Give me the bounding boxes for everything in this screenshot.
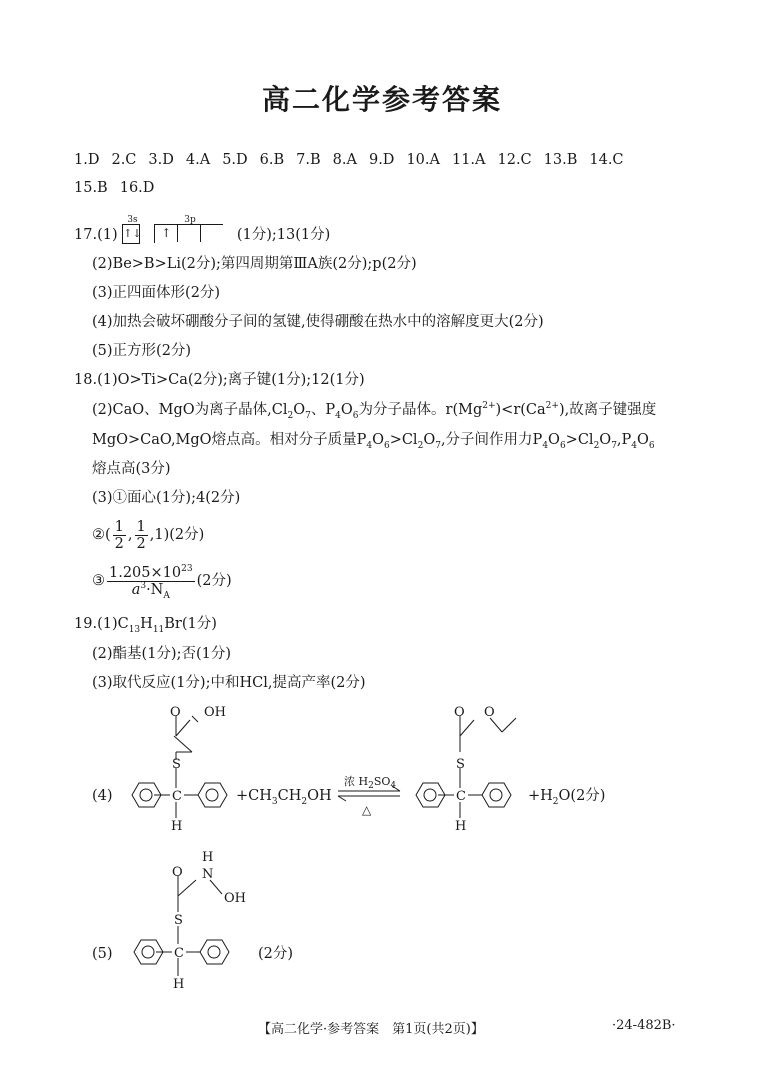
- ethanol-sub-2: 2: [301, 796, 308, 807]
- q19-p1-e: Br(1分): [164, 616, 217, 632]
- q18-sub: 2: [287, 410, 294, 421]
- q19-p1-b: 13: [128, 624, 141, 635]
- q18-p2-b: O: [293, 402, 306, 418]
- atom-label: C: [172, 789, 182, 804]
- atom-label: O: [172, 865, 183, 880]
- q18-c2-suffix: ,1)(2分): [149, 527, 205, 543]
- reaction-arrow: [338, 786, 400, 801]
- q19-part-3: (3)取代反应(1分);中和HCl,提高产率(2分): [92, 675, 366, 691]
- atom-label: S: [456, 757, 465, 772]
- q18-number: 18.: [74, 372, 98, 388]
- mc-answer: 11.A: [451, 152, 486, 168]
- ethanol-c: OH: [307, 788, 332, 804]
- q18-p2-l2-g: >Cl: [565, 432, 594, 448]
- q19-p1-c: H: [140, 616, 153, 632]
- q18-sub: 7: [305, 410, 311, 421]
- q17-part-2: (2)Be>B>Li(2分);第四周期第ⅢA族(2分);p(2分): [92, 256, 417, 272]
- q18-sub: 4: [631, 440, 638, 451]
- fraction-denominator: 2: [114, 535, 124, 552]
- q18-sup: 2+: [545, 401, 559, 412]
- q18-part-3: (3)①面心(1分);4(2分): [92, 490, 241, 506]
- density-den-sub: A: [163, 590, 170, 601]
- ethanol-a: +CH: [236, 788, 272, 804]
- q18-sub: 6: [559, 440, 566, 451]
- q18-c2-sep: ,: [127, 527, 133, 543]
- q19-p4-label: (4): [92, 788, 113, 804]
- atom-label: O: [170, 705, 181, 720]
- q18-p2-g: ),故离子键强度: [558, 402, 657, 418]
- condition-a: 浓 H: [344, 775, 369, 788]
- q19-p1-a: (1)C: [97, 616, 129, 632]
- mc-answer: 16.D: [119, 180, 155, 196]
- density-den-a: a: [131, 581, 141, 598]
- q17-number: 17.: [74, 227, 98, 243]
- page-title: 高二化学参考答案: [261, 83, 502, 116]
- q18-c3-suffix: (2分): [196, 573, 232, 589]
- water-sub: 2: [552, 796, 559, 807]
- q18-p2-l2-f: O: [548, 432, 560, 448]
- q18-sub: 6: [383, 440, 390, 451]
- atom-label: O: [484, 705, 495, 720]
- atom-label: H: [173, 977, 185, 992]
- q17-p1-rest: (1分);13(1分): [236, 227, 331, 243]
- atom-label: S: [172, 757, 181, 772]
- q19-p1-d: 11: [152, 624, 165, 635]
- q18-p2-c: 、P: [310, 402, 336, 418]
- q18-p2-e: 为分子晶体。r(Mg: [358, 402, 483, 418]
- mc-answer: 5.D: [222, 152, 248, 168]
- q18-p2-l2-c: >Cl: [389, 432, 418, 448]
- condition-b: SO: [373, 775, 391, 788]
- q19-p5-score: (2分): [258, 946, 294, 962]
- atom-label: OH: [204, 705, 226, 720]
- mc-answer: 3.D: [148, 152, 174, 168]
- atom-label: S: [174, 913, 183, 928]
- q18-p1-text: (1)O>Ti>Ca(2分);离子键(1分);12(1分): [97, 372, 365, 388]
- q18-sub: 4: [366, 440, 373, 451]
- footer-code: ·24-482B·: [612, 1018, 676, 1033]
- q18-sub: 2: [593, 440, 600, 451]
- mc-answer: 9.D: [368, 152, 395, 168]
- q18-p2-l2-j: O: [637, 432, 649, 448]
- atom-label: C: [174, 946, 184, 961]
- density-num-exp: 23: [181, 563, 193, 574]
- atom-label: C: [456, 789, 466, 804]
- reaction-heat-symbol: △: [362, 803, 372, 817]
- q18-sub: 4: [542, 440, 549, 451]
- q17-p1-label: (1): [97, 227, 118, 243]
- q18-p2-l2-d: O: [423, 432, 436, 448]
- fraction-numerator: 1: [114, 518, 124, 535]
- q17-part-4: (4)加热会破坏硼酸分子间的氢键,使得硼酸在热水中的溶解度更大(2分): [92, 314, 544, 330]
- mc-answer: 7.B: [296, 152, 321, 168]
- q18-sub: 2: [417, 440, 424, 451]
- q18-sup: 2+: [482, 401, 496, 412]
- atom-label: O: [454, 705, 465, 720]
- orbital-3p-arrow: ↑: [161, 226, 172, 240]
- q18-sub: 6: [648, 440, 655, 451]
- q18-p2-l2-h: O: [599, 432, 612, 448]
- ethanol-sub-1: 3: [271, 796, 278, 807]
- q18-p2-a: (2)CaO、MgO为离子晶体,Cl: [92, 402, 288, 418]
- atom-label: H: [455, 819, 467, 834]
- fraction-numerator: 1: [136, 518, 146, 535]
- q18-p2-l2-i: ,P: [616, 432, 632, 448]
- q18-c2-prefix: ②(: [92, 527, 111, 543]
- atom-label: H: [202, 850, 214, 865]
- mc-answer: 12.C: [497, 152, 532, 168]
- density-den-exp: 3: [140, 580, 147, 591]
- density-num-text: 1.205×10: [109, 564, 182, 581]
- q18-sub: 7: [611, 440, 617, 451]
- orbital-3s-arrows: ↑↓: [123, 227, 142, 240]
- mc-answer: 6.B: [259, 152, 285, 168]
- q18-part-2-line-3: 熔点高(3分): [92, 461, 171, 477]
- mc-answer: 15.B: [74, 180, 108, 196]
- mc-answer: 4.A: [185, 152, 211, 168]
- mc-answer: 13.B: [543, 152, 578, 168]
- q18-sub: 7: [435, 440, 441, 451]
- q19-number: 19.: [74, 616, 98, 632]
- condition-sub-1: 2: [368, 781, 374, 792]
- q18-p2-d: O: [340, 402, 353, 418]
- q19-p5-label: (5): [92, 946, 113, 962]
- density-den-b: ·N: [146, 581, 164, 598]
- q18-sub: 6: [352, 410, 359, 421]
- mc-answer: 10.A: [406, 152, 440, 168]
- q19-part-2: (2)酯基(1分);否(1分): [92, 646, 232, 662]
- atom-label: H: [171, 819, 183, 834]
- q18-sub: 4: [335, 410, 341, 421]
- condition-sub-2: 4: [390, 781, 397, 792]
- fraction-denominator: 2: [136, 535, 146, 552]
- orbital-3s-label: 3s: [127, 215, 138, 225]
- mc-answer: 8.A: [332, 152, 357, 168]
- water-a: +H: [528, 788, 553, 804]
- product-ester-structure: [416, 716, 516, 818]
- q18-p2-f: )<r(Ca: [495, 402, 546, 418]
- q18-p2-l2-e: ,分子间作用力P: [440, 432, 543, 448]
- q18-p2-l2-b: O: [372, 432, 384, 448]
- q18-p2-l2-a: MgO>CaO,MgO熔点高。相对分子质量P: [92, 432, 367, 448]
- footer-page-info: 【高二化学·参考答案 第1页(共2页)】: [258, 1022, 484, 1037]
- atom-label: OH: [224, 891, 246, 906]
- water-b: O(2分): [558, 788, 606, 804]
- mc-answer: 1.D: [74, 152, 100, 168]
- atom-label: N: [202, 867, 214, 882]
- orbital-3p-label: 3p: [184, 215, 196, 225]
- q18-c3-prefix: ③: [92, 573, 105, 589]
- q17-part-5: (5)正方形(2分): [92, 343, 192, 359]
- mc-answer: 14.C: [589, 152, 624, 168]
- mc-answer: 2.C: [111, 152, 137, 168]
- ethanol-b: CH: [277, 788, 302, 804]
- q17-part-3: (3)正四面体形(2分): [92, 285, 221, 301]
